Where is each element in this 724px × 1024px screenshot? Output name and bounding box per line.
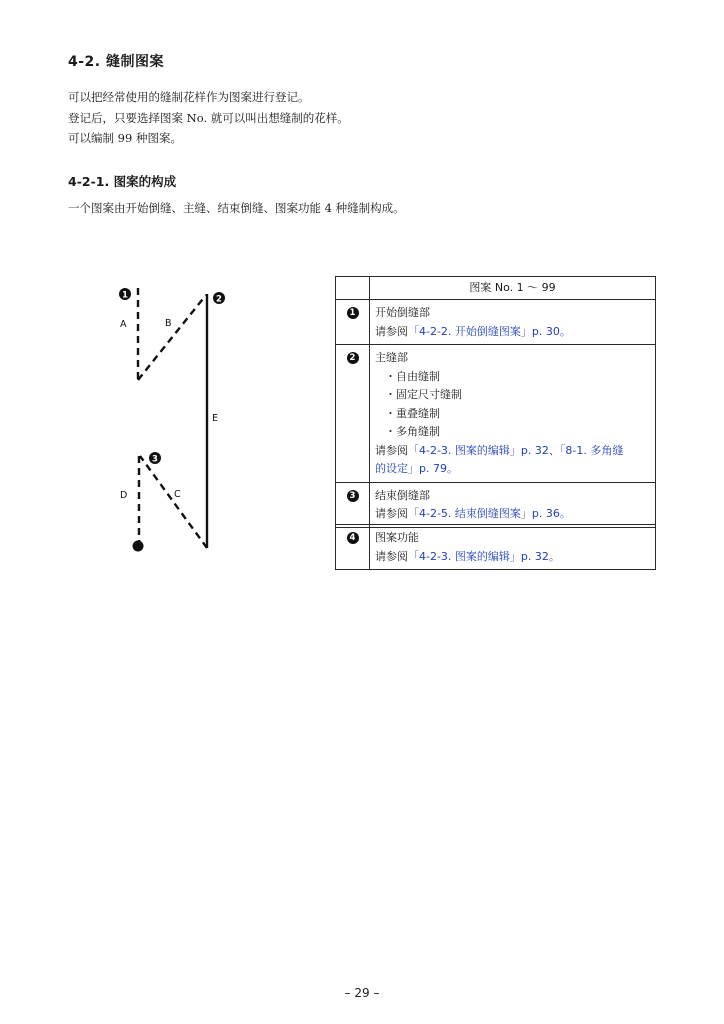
subsection-description: 一个图案由开始倒缝、主缝、结束倒缝、图案功能 4 种缝制构成。 <box>68 201 405 215</box>
reference-link[interactable]: 「4-2-2. 开始倒缝图案」p. 30。 <box>408 324 571 338</box>
list-item: ・ 多角缝制 <box>375 423 649 442</box>
marker-3-label: 3 <box>152 454 158 465</box>
marker-2 <box>213 292 225 305</box>
table-row <box>336 525 656 570</box>
segment-b <box>138 295 206 380</box>
number-badge-2: 2 <box>347 352 359 364</box>
reference-link[interactable]: 「4-2-3. 图案的编辑」p. 32。 <box>408 549 560 563</box>
marker-2-label: 2 <box>216 294 222 305</box>
stitch-pattern-diagram <box>108 280 248 560</box>
marker-1 <box>119 288 131 301</box>
list-item: ・ 固定尺寸缝制 <box>375 386 649 405</box>
number-badge-3: 3 <box>347 490 359 502</box>
intro-line: 可以编制 99 种图案。 <box>68 131 182 145</box>
segment-c <box>140 456 207 548</box>
section-title: 4-2. 缝制图案 <box>68 54 164 70</box>
end-point <box>133 541 144 552</box>
label-d: D <box>120 490 128 501</box>
label-e: E <box>212 413 219 424</box>
row-title: 主缝部 <box>375 351 408 364</box>
row-title: 图案功能 <box>375 531 419 544</box>
reference-link-continued[interactable]: 的设定」p. 79。 <box>375 462 458 475</box>
number-badge-4: 4 <box>347 532 359 544</box>
marker-1-label: 1 <box>122 290 128 301</box>
intro-line: 可以把经常使用的缝制花样作为图案进行登记。 <box>68 90 310 104</box>
ref-prefix: 请参阅 <box>375 549 408 563</box>
ref-prefix: 请参阅 <box>375 443 408 457</box>
ref-prefix: 请参阅 <box>375 507 408 520</box>
label-c: C <box>174 489 181 500</box>
reference-link[interactable]: 「4-2-3. 图案的编辑」p. 32、「8-1. 多角缝 <box>408 443 624 457</box>
marker-3 <box>149 452 161 465</box>
table-row <box>336 482 656 527</box>
table-header-row <box>336 277 656 300</box>
row-title: 结束倒缝部 <box>375 488 430 502</box>
ref-prefix: 请参阅 <box>375 324 408 338</box>
label-a: A <box>120 319 127 330</box>
reference-link[interactable]: 「4-2-5. 结束倒缝图案」p. 36。 <box>408 507 571 520</box>
label-b: B <box>165 318 172 329</box>
page-number: – 29 – <box>344 986 380 1000</box>
list-item: ・ 自由缝制 <box>375 368 649 387</box>
number-badge-1: 1 <box>347 307 359 319</box>
table-header: 图案 No. 1 ～ 99 <box>370 277 656 300</box>
pattern-function-table <box>335 524 656 570</box>
pattern-structure-table <box>335 276 656 528</box>
intro-text <box>68 87 349 149</box>
row-title: 开始倒缝部 <box>375 306 430 319</box>
list-item: ・ 重叠缝制 <box>375 405 649 424</box>
intro-line: 登记后，只要选择图案 No. 就可以叫出想缝制的花样。 <box>68 110 349 125</box>
subsection-title: 4-2-1. 图案的构成 <box>68 174 177 189</box>
table-row <box>336 345 656 483</box>
table-row <box>336 300 656 345</box>
